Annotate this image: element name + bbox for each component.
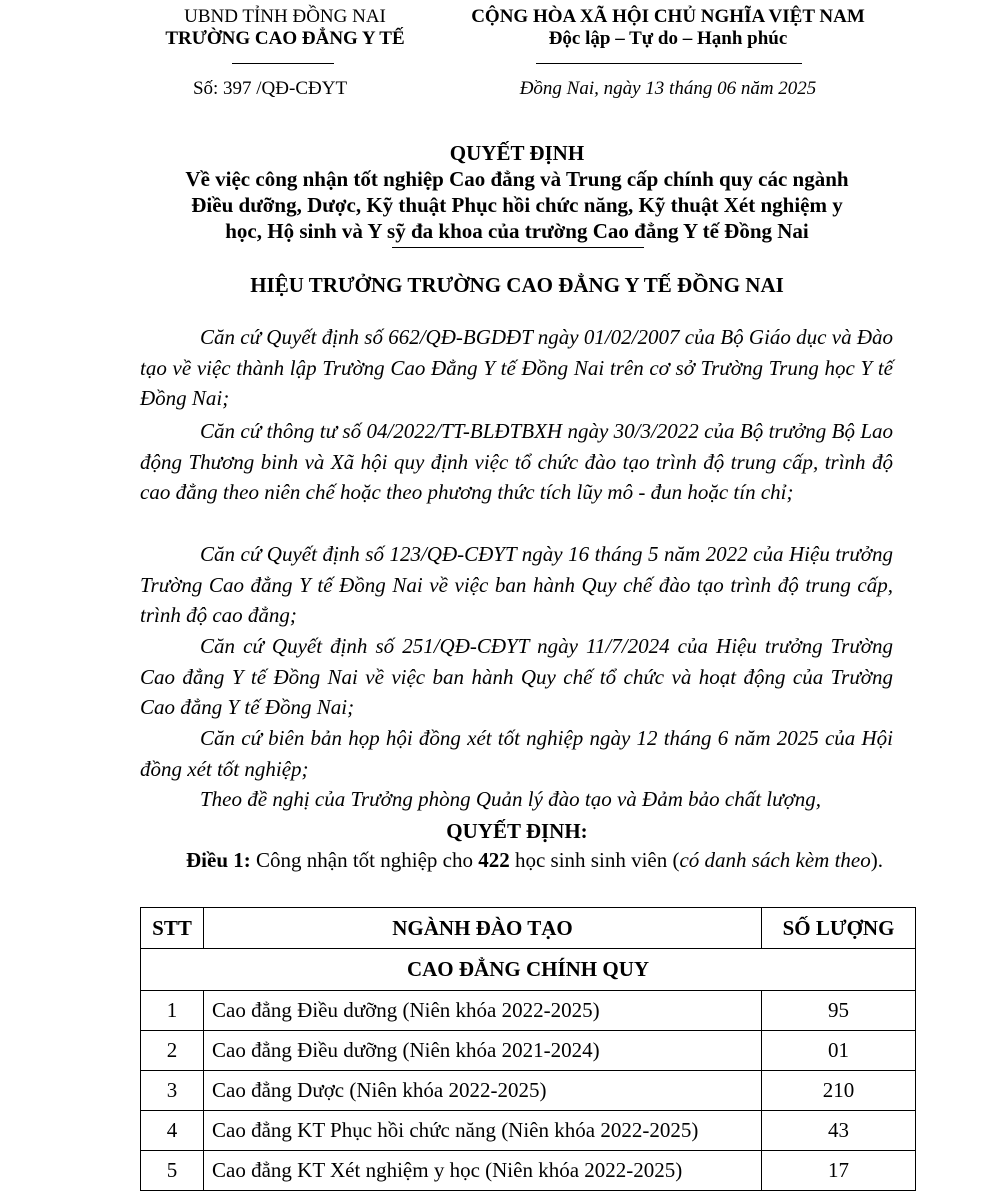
row-quantity: 43 <box>762 1111 916 1151</box>
ground-4-text: Căn cứ Quyết định số 251/QĐ-CĐYT ngày 11/7/2024 của Hiệu trưởng Trường Cao đẳng Y tế Đồng Nai về việc ban hành Quy chế tổ chức và hoạt động của Trường Cao đẳng Y tế Đồng Nai; <box>140 634 893 719</box>
row-program: Cao đẳng Dược (Niên khóa 2022-2025) <box>204 1071 762 1111</box>
ground-4 <box>140 631 893 723</box>
graduation-table <box>140 907 916 1191</box>
row-stt: 3 <box>141 1071 204 1111</box>
row-quantity: 95 <box>762 991 916 1031</box>
col-program: NGÀNH ĐÀO TẠO <box>204 908 762 949</box>
title-underline <box>392 247 644 248</box>
article-1-note: có danh sách kèm theo <box>679 848 871 872</box>
ground-3 <box>140 539 893 631</box>
title-main: QUYẾT ĐỊNH <box>449 141 585 165</box>
row-stt: 1 <box>141 991 204 1031</box>
issuer-block <box>140 6 430 50</box>
decision-heading: QUYẾT ĐỊNH: <box>446 819 588 843</box>
issuer-underline <box>232 63 334 64</box>
row-stt: 4 <box>141 1111 204 1151</box>
article-1 <box>140 845 893 875</box>
section-label: CAO ĐẲNG CHÍNH QUY <box>141 949 916 991</box>
article-1-text-b: học sinh sinh viên ( <box>509 848 680 872</box>
row-program: Cao đẳng KT Phục hồi chức năng (Niên khóa 2022-2025) <box>204 1111 762 1151</box>
article-1-close: ). <box>870 848 883 872</box>
ground-5 <box>140 723 893 784</box>
ground-6-text: Theo đề nghị của Trưởng phòng Quản lý đào tạo và Đảm bảo chất lượng, <box>200 787 822 811</box>
title-sub-2: Điều dưỡng, Dược, Kỹ thuật Phục hồi chức năng, Kỹ thuật Xét nghiệm y <box>191 193 843 217</box>
ground-5-text: Căn cứ biên bản họp hội đồng xét tốt nghiệp ngày 12 tháng 6 năm 2025 của Hội đồng xét tốt nghiệp; <box>140 726 893 781</box>
table-row <box>141 1111 916 1151</box>
country-name: CỘNG HÒA XÃ HỘI CHỦ NGHĨA VIỆT NAM <box>471 6 865 27</box>
col-quantity: SỐ LƯỢNG <box>762 908 916 949</box>
ground-1 <box>140 322 893 414</box>
ground-2 <box>140 416 893 508</box>
ground-2-text: Căn cứ thông tư số 04/2022/TT-BLĐTBXH ngày 30/3/2022 của Bộ trưởng Bộ Lao động Thương binh và Xã hội quy định việc tổ chức đào tạo trình độ trung cấp, trình độ cao đẳng theo niên chế hoặc theo phương thức tích lũy mô - đun hoặc tín chỉ; <box>140 419 893 504</box>
title-sub-1: Về việc công nhận tốt nghiệp Cao đẳng và Trung cấp chính quy các ngành <box>185 167 849 191</box>
row-quantity: 01 <box>762 1031 916 1071</box>
row-stt: 2 <box>141 1031 204 1071</box>
national-motto <box>448 6 888 50</box>
row-program: Cao đẳng KT Xét nghiệm y học (Niên khóa 2022-2025) <box>204 1151 762 1191</box>
issuer-school: TRƯỜNG CAO ĐẲNG Y TẾ <box>165 28 405 49</box>
table-row <box>141 991 916 1031</box>
col-stt: STT <box>141 908 204 949</box>
issuer-province: UBND TỈNH ĐỒNG NAI <box>184 6 386 27</box>
table-row <box>141 1071 916 1111</box>
article-1-text-a: Công nhận tốt nghiệp cho <box>250 848 479 872</box>
table-header-row <box>141 908 916 949</box>
ground-1-text: Căn cứ Quyết định số 662/QĐ-BGDĐT ngày 01/02/2007 của Bộ Giáo dục và Đào tạo về việc thành lập Trường Cao Đẳng Y tế Đồng Nai trên cơ sở Trường Trung học Y tế Đồng Nai; <box>140 325 893 410</box>
ground-6 <box>140 784 893 815</box>
row-program: Cao đẳng Điều dưỡng (Niên khóa 2021-2024) <box>204 1031 762 1071</box>
table-section-row <box>141 949 916 991</box>
table-row <box>141 1151 916 1191</box>
document-number: Số: 397 /QĐ-CĐYT <box>192 78 348 99</box>
row-quantity: 17 <box>762 1151 916 1191</box>
row-quantity: 210 <box>762 1071 916 1111</box>
motto: Độc lập – Tự do – Hạnh phúc <box>548 28 788 49</box>
decision-title <box>100 140 934 244</box>
row-program: Cao đẳng Điều dưỡng (Niên khóa 2022-2025) <box>204 991 762 1031</box>
graduate-count: 422 <box>478 848 510 872</box>
motto-underline <box>536 63 802 64</box>
row-stt: 5 <box>141 1151 204 1191</box>
ground-3-text: Căn cứ Quyết định số 123/QĐ-CĐYT ngày 16 tháng 5 năm 2022 của Hiệu trưởng Trường Cao đẳng Y tế Đồng Nai về việc ban hành Quy chế đào tạo trình độ trung cấp, trình độ cao đẳng; <box>140 542 893 627</box>
authority-heading: HIỆU TRƯỞNG TRƯỜNG CAO ĐẲNG Y TẾ ĐỒNG NAI <box>250 273 784 297</box>
article-1-label: Điều 1: <box>186 848 251 872</box>
title-sub-3: học, Hộ sinh và Y sỹ đa khoa của trường Cao đẳng Y tế Đồng Nai <box>225 219 809 243</box>
table-row <box>141 1031 916 1071</box>
place-date: Đồng Nai, ngày 13 tháng 06 năm 2025 <box>519 78 817 99</box>
